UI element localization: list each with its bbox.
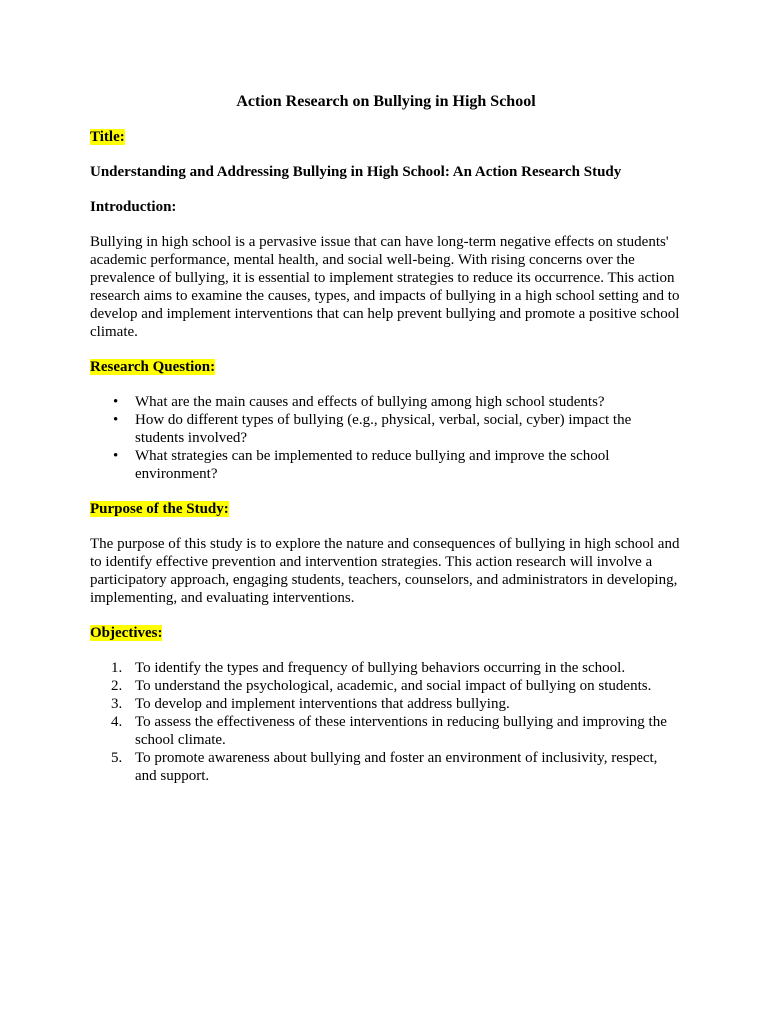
study-title: Understanding and Addressing Bullying in High School: An Action Research Study <box>90 164 622 180</box>
number-marker: 2. <box>111 678 123 694</box>
list-item <box>111 659 682 677</box>
list-item-text: What strategies can be implemented to reduce bullying and improve the school environment? <box>135 448 610 482</box>
list-item <box>111 749 682 785</box>
list-item-text: To understand the psychological, academic, and social impact of bullying on students. <box>135 678 652 694</box>
document-heading: Action Research on Bullying in High School <box>236 93 536 110</box>
research-questions-list <box>90 393 682 483</box>
bullet-marker: • <box>113 448 119 464</box>
objectives-label: Objectives: <box>90 625 163 641</box>
introduction-label: Introduction: <box>90 199 177 215</box>
list-item-text: To assess the effectiveness of these interventions in reducing bullying and improving the school climate. <box>135 714 667 748</box>
document-page <box>90 92 682 785</box>
number-marker: 1. <box>111 660 123 676</box>
title-label: Title: <box>90 129 125 145</box>
introduction-paragraph: Bullying in high school is a pervasive issue that can have long-term negative effects on students' academic performance, mental health, and social well-being. With rising concerns over the prevalence of bullying, it is essential to implement strategies to reduce its occurrence. This action research aims to examine the causes, types, and impacts of bullying in a high school setting and to develop and implement interventions that can help prevent bullying and promote a positive school climate. <box>90 234 680 340</box>
list-item <box>111 677 682 695</box>
list-item <box>111 695 682 713</box>
list-item <box>111 713 682 749</box>
list-item-text: To develop and implement interventions that address bullying. <box>135 696 510 712</box>
research-question-section-label <box>90 358 682 376</box>
research-question-label: Research Question: <box>90 359 216 375</box>
purpose-paragraph: The purpose of this study is to explore the nature and consequences of bullying in high school and to identify effective prevention and intervention strategies. This action research will involve a participatory approach, engaging students, teachers, counselors, and administrators in developing, implementing, and evaluating interventions. <box>90 536 680 606</box>
objectives-list <box>90 659 682 785</box>
title-section-label <box>90 128 682 146</box>
bullet-marker: • <box>113 394 119 410</box>
number-marker: 3. <box>111 696 123 712</box>
number-marker: 5. <box>111 750 123 766</box>
list-item-text: To promote awareness about bullying and foster an environment of inclusivity, respect, and support. <box>135 750 658 784</box>
list-item-text: What are the main causes and effects of bullying among high school students? <box>135 394 605 410</box>
objectives-section-label <box>90 624 682 642</box>
purpose-section-label <box>90 500 682 518</box>
list-item <box>113 411 682 447</box>
list-item <box>113 393 682 411</box>
list-item-text: How do different types of bullying (e.g., physical, verbal, social, cyber) impact the students involved? <box>135 412 632 446</box>
purpose-label: Purpose of the Study: <box>90 501 229 517</box>
number-marker: 4. <box>111 714 123 730</box>
list-item-text: To identify the types and frequency of bullying behaviors occurring in the school. <box>135 660 626 676</box>
list-item <box>113 447 682 483</box>
bullet-marker: • <box>113 412 119 428</box>
